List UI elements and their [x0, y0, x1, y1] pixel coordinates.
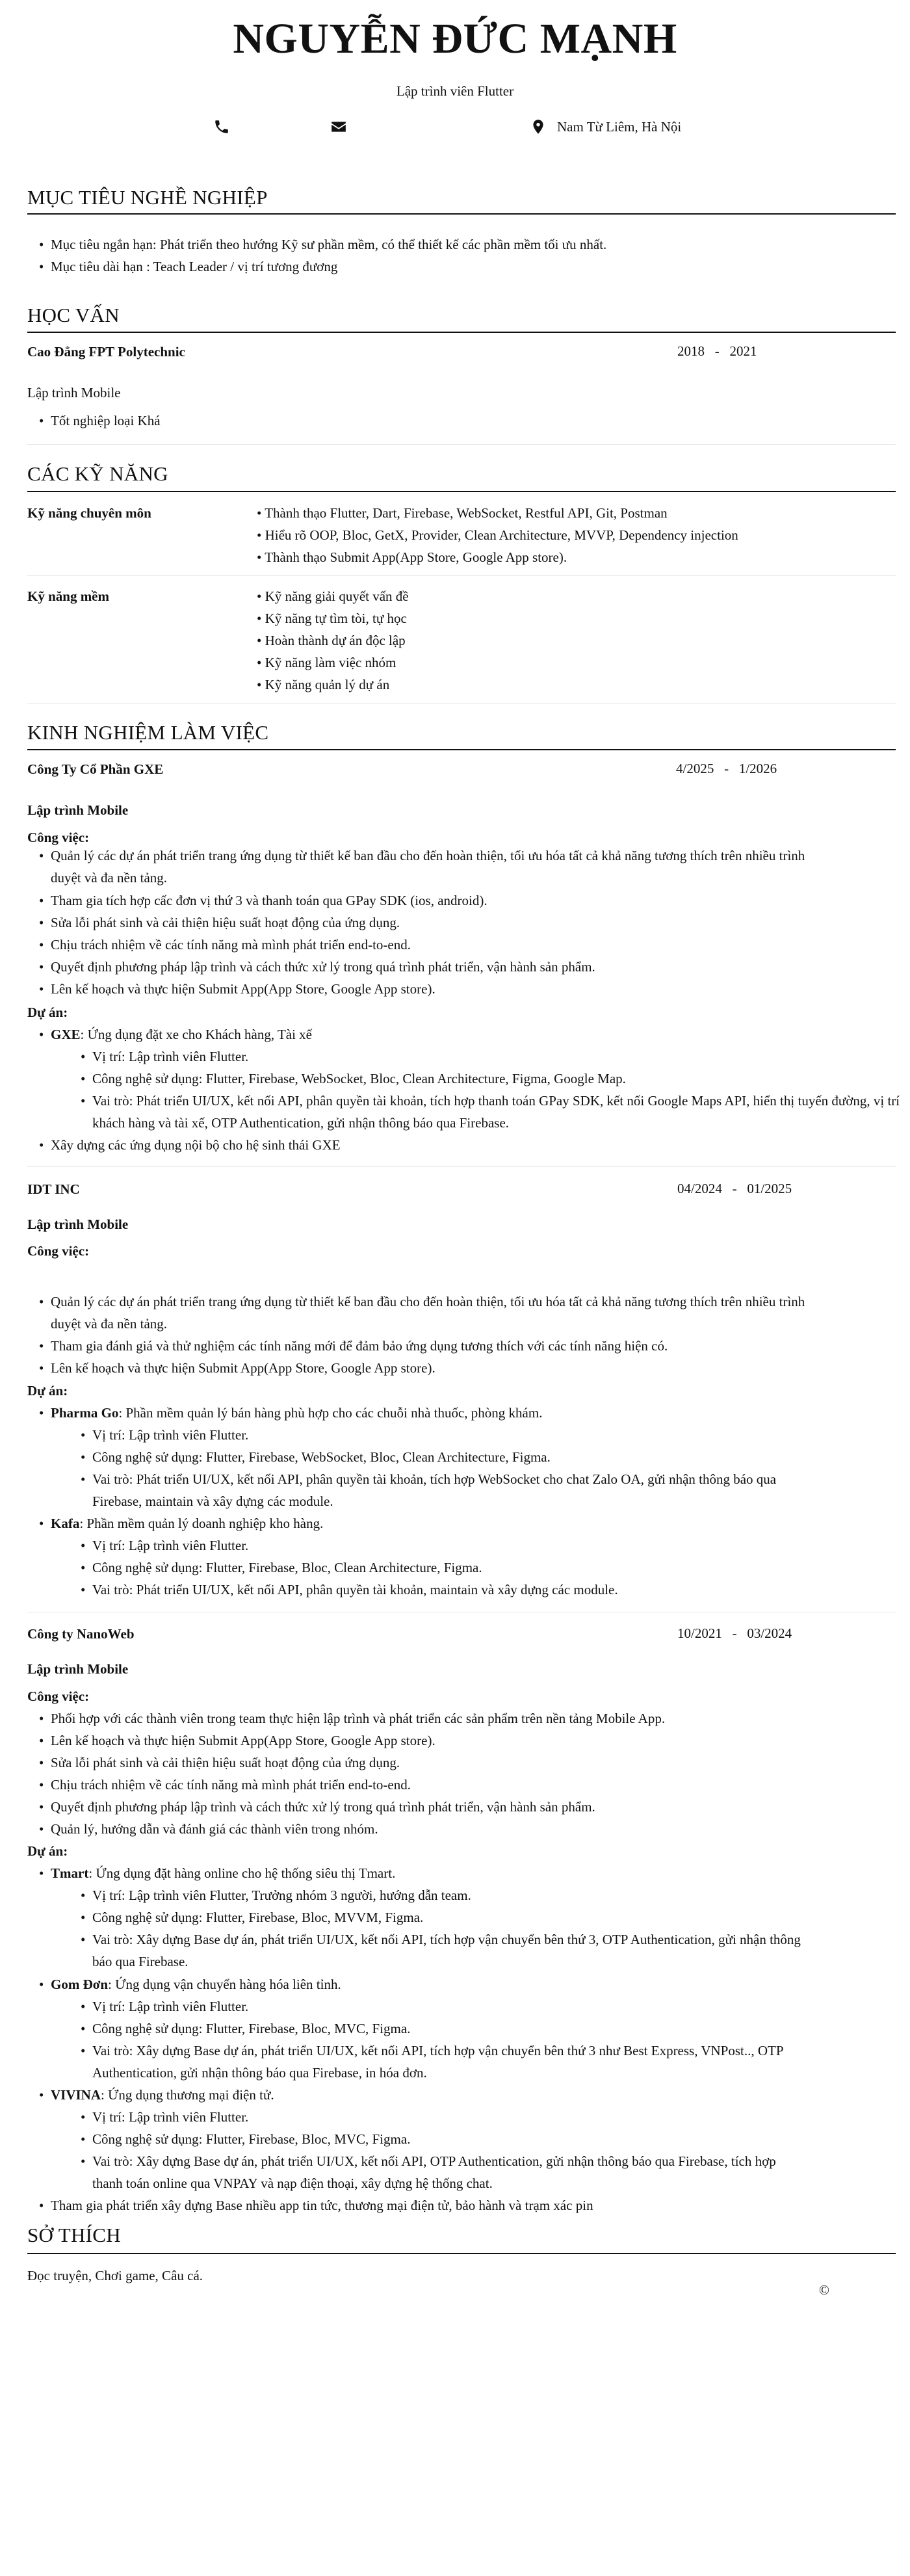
project-detail: • Vị trí: Lập trình viên Flutter. [92, 1426, 248, 1444]
project-detail: • Vị trí: Lập trình viên Flutter. [92, 1998, 248, 2016]
job-dates: 4/2025 - 1/2026 [676, 761, 777, 776]
project-detail: • Công nghệ sử dụng: Flutter, Firebase, Bloc, MVC, Figma. [92, 2131, 410, 2148]
project-item: • Gom Đơn: Ứng dụng vận chuyển hàng hóa liên tỉnh. [51, 1976, 341, 1993]
project-item: • GXE: Ứng dụng đặt xe cho Khách hàng, Tài xế [51, 1026, 312, 1044]
project-detail: • Công nghệ sử dụng: Flutter, Firebase, WebSocket, Bloc, Clean Architecture, Figma. [92, 1449, 551, 1466]
section-title-objective: MỤC TIÊU NGHỀ NGHIỆP [27, 186, 268, 209]
duty-continuation: duyệt và đa nền tảng. [51, 870, 168, 886]
duty-item: • Lên kế hoạch và thực hiện Submit App(App Store, Google App store). [51, 980, 436, 998]
duty-item: • Tham gia đánh giá và thử nghiệm các tính năng mới để đảm bảo ứng dụng tương thích với các tính năng hiện có. [51, 1337, 668, 1355]
skill-item: • Hoàn thành dự án độc lập [257, 632, 406, 650]
section-divider [27, 213, 896, 215]
duty-continuation: duyệt và đa nền tảng. [51, 1316, 168, 1332]
project-detail: • Công nghệ sử dụng: Flutter, Firebase, Bloc, MVC, Figma. [92, 2020, 410, 2038]
project-detail-continuation: khách hàng và tài xế, OTP Authentication, gửi nhận thông báo qua Firebase. [92, 1115, 510, 1131]
footer-mark: © [819, 2282, 829, 2298]
skill-item: • Hiểu rõ OOP, Bloc, GetX, Provider, Clean Architecture, MVVP, Dependency injection [257, 527, 738, 544]
company-name: Công ty NanoWeb [27, 1626, 135, 1642]
project-detail: • Vị trí: Lập trình viên Flutter. [92, 2109, 248, 2126]
item-divider [27, 703, 896, 704]
section-title-education: HỌC VẤN [27, 304, 120, 326]
candidate-name: NGUYỄN ĐỨC MẠNH [233, 15, 677, 62]
project-detail: • Vị trí: Lập trình viên Flutter. [92, 1537, 248, 1555]
section-title-hobbies: SỞ THÍCH [27, 2224, 121, 2246]
education-item: • Tốt nghiệp loại Khá [51, 412, 161, 430]
skill-item: • Thành thạo Flutter, Dart, Firebase, WebSocket, Restful API, Git, Postman [257, 505, 668, 522]
job-position: Lập trình Mobile [27, 1216, 129, 1232]
phone-icon [213, 118, 230, 135]
project-detail: • Vai trò: Phát triển UI/UX, kết nối API, phân quyền tài khoản, tích hợp WebSocket cho chat Zalo OA, gửi nhận thông báo qua [92, 1471, 776, 1488]
skill-item: • Kỹ năng tự tìm tòi, tự học [257, 610, 407, 627]
job-dates: 04/2024 - 01/2025 [677, 1181, 792, 1196]
job-position: Lập trình Mobile [27, 802, 129, 818]
duty-item: • Phối hợp với các thành viên trong team thực hiện lập trình và phát triển các sản phẩm trên nền tảng Mobile App. [51, 1710, 665, 1728]
project-detail: • Vai trò: Phát triển UI/UX, kết nối API, phân quyền tài khoản, maintain và xây dựng các module. [92, 1581, 618, 1599]
hobbies-text: Đọc truyện, Chơi game, Câu cá. [27, 2268, 203, 2283]
project-item: • Pharma Go: Phần mềm quản lý bán hàng phù hợp cho các chuỗi nhà thuốc, phòng khám. [51, 1404, 542, 1422]
work-label: Công việc: [27, 830, 90, 845]
duty-item: • Quản lý các dự án phát triển trang ứng dụng từ thiết kế ban đầu cho đến hoàn thiện, tối ưu hóa tất cả khả năng tương thích trên nhiều trình [51, 847, 805, 865]
project-detail: • Công nghệ sử dụng: Flutter, Firebase, WebSocket, Bloc, Clean Architecture, Figma, Google Map. [92, 1070, 626, 1088]
job-dates: 10/2021 - 03/2024 [677, 1625, 792, 1641]
school-name: Cao Đẳng FPT Polytechnic [27, 344, 185, 360]
project-detail: • Vị trí: Lập trình viên Flutter. [92, 1048, 248, 1066]
section-title-skills: CÁC KỸ NĂNG [27, 462, 168, 485]
duty-item: • Quản lý các dự án phát triển trang ứng dụng từ thiết kế ban đầu cho đến hoàn thiện, tối ưu hóa tất cả khả năng tương thích trên nhiều trình [51, 1293, 805, 1311]
education-major: Lập trình Mobile [27, 385, 121, 401]
skill-item: • Kỹ năng làm việc nhóm [257, 654, 396, 672]
project-detail: • Vai trò: Xây dựng Base dự án, phát triển UI/UX, kết nối API, tích hợp vận chuyển bên thứ 3, OTP Authentication, gửi nhận thông [92, 1931, 801, 1949]
duty-item: • Sửa lỗi phát sinh và cải thiện hiệu suất hoạt động của ứng dụng. [51, 1754, 400, 1772]
section-divider [27, 2253, 896, 2254]
project-label: Dự án: [27, 1005, 68, 1020]
skill-group-label: Kỹ năng mềm [27, 588, 109, 604]
project-detail: • Công nghệ sử dụng: Flutter, Firebase, Bloc, Clean Architecture, Figma. [92, 1559, 482, 1577]
skill-item: • Kỹ năng quản lý dự án [257, 676, 389, 694]
duty-item: • Quản lý, hướng dẫn và đánh giá các thành viên trong nhóm. [51, 1820, 378, 1838]
duty-item: • Quyết định phương pháp lập trình và cách thức xử lý trong quá trình phát triển, vận hành sản phẩm. [51, 958, 595, 976]
project-item: • VIVINA: Ứng dụng thương mại điện tử. [51, 2086, 274, 2104]
project-label: Dự án: [27, 1383, 68, 1399]
duty-item: • Tham gia tích hợp cấc đơn vị thứ 3 và thanh toán qua GPay SDK (ios, android). [51, 892, 488, 910]
item-divider [27, 444, 896, 445]
work-label: Công việc: [27, 1243, 90, 1259]
skill-item: • Kỹ năng giải quyết vấn đề [257, 588, 409, 605]
duty-item: • Chịu trách nhiệm về các tính năng mà mình phát triển end-to-end. [51, 1776, 411, 1794]
project-item: • Tmart: Ứng dụng đặt hàng online cho hệ thống siêu thị Tmart. [51, 1865, 395, 1882]
project-detail-continuation: Authentication, gửi nhận thông báo qua Firebase, in hóa đơn. [92, 2065, 427, 2081]
section-divider [27, 332, 896, 333]
project-detail: • Vị trí: Lập trình viên Flutter, Trưởng nhóm 3 người, hướng dẫn team. [92, 1887, 471, 1904]
duty-item: • Lên kế hoạch và thực hiện Submit App(App Store, Google App store). [51, 1360, 436, 1377]
company-name: IDT INC [27, 1181, 80, 1197]
job-extra-item: • Tham gia phát triển xây dựng Base nhiều app tin tức, thương mại điện tử, bảo hành và trạm xác pin [51, 2197, 593, 2215]
duty-item: • Lên kế hoạch và thực hiện Submit App(App Store, Google App store). [51, 1732, 436, 1750]
company-name: Công Ty Cổ Phần GXE [27, 761, 164, 777]
project-label: Dự án: [27, 1843, 68, 1859]
job-extra-item: • Xây dựng các ứng dụng nội bộ cho hệ sinh thái GXE [51, 1137, 341, 1154]
job-position: Lập trình Mobile [27, 1661, 129, 1677]
item-divider [27, 1166, 896, 1167]
project-item: • Kafa: Phần mềm quản lý doanh nghiệp kho hàng. [51, 1515, 323, 1532]
item-divider [27, 575, 896, 576]
project-detail: • Vai trò: Phát triển UI/UX, kết nối API, phân quyền tài khoản, tích hợp thanh toán GPay SDK, kết nối Google Maps API, hiển thị tuyến đường, vị trí [92, 1092, 900, 1110]
project-detail: • Vai trò: Xây dựng Base dự án, phát triển UI/UX, kết nối API, OTP Authentication, gửi nhận thông báo qua Firebase, tích hợp [92, 2153, 776, 2170]
work-label: Công việc: [27, 1689, 90, 1704]
skill-item: • Thành thạo Submit App(App Store, Google App store). [257, 549, 567, 566]
section-title-experience: KINH NGHIỆM LÀM VIỆC [27, 721, 269, 744]
duty-item: • Chịu trách nhiệm về các tính năng mà mình phát triển end-to-end. [51, 936, 411, 954]
objective-item: • Mục tiêu dài hạn : Teach Leader / vị trí tương đương [51, 258, 337, 276]
address: Nam Từ Liêm, Hà Nội [557, 119, 682, 135]
section-divider [27, 749, 896, 750]
candidate-role: Lập trình viên Flutter [396, 83, 514, 99]
envelope-icon [330, 118, 347, 135]
section-divider [27, 491, 896, 492]
education-dates: 2018 - 2021 [677, 343, 757, 359]
duty-item: • Quyết định phương pháp lập trình và cách thức xử lý trong quá trình phát triển, vận hành sản phẩm. [51, 1798, 595, 1816]
project-detail-continuation: báo qua Firebase. [92, 1954, 188, 1969]
objective-item: • Mục tiêu ngắn hạn: Phát triển theo hướng Kỹ sư phần mềm, có thể thiết kế các phần mềm tối ưu nhất. [51, 236, 606, 254]
location-pin-icon [530, 118, 547, 135]
project-detail: • Công nghệ sử dụng: Flutter, Firebase, Bloc, MVVM, Figma. [92, 1909, 423, 1926]
project-detail-continuation: thanh toán online qua VNPAY và nạp điện thoại, xây dựng hệ thống chat. [92, 2175, 493, 2191]
project-detail: • Vai trò: Xây dựng Base dự án, phát triển UI/UX, kết nối API, tích hợp vận chuyển bên thứ 3 như Best Express, VNPost.., OTP [92, 2042, 784, 2060]
duty-item: • Sửa lỗi phát sinh và cải thiện hiệu suất hoạt động của ứng dụng. [51, 914, 400, 932]
skill-group-label: Kỹ năng chuyên môn [27, 505, 151, 521]
project-detail-continuation: Firebase, maintain và xây dựng các module. [92, 1493, 333, 1509]
